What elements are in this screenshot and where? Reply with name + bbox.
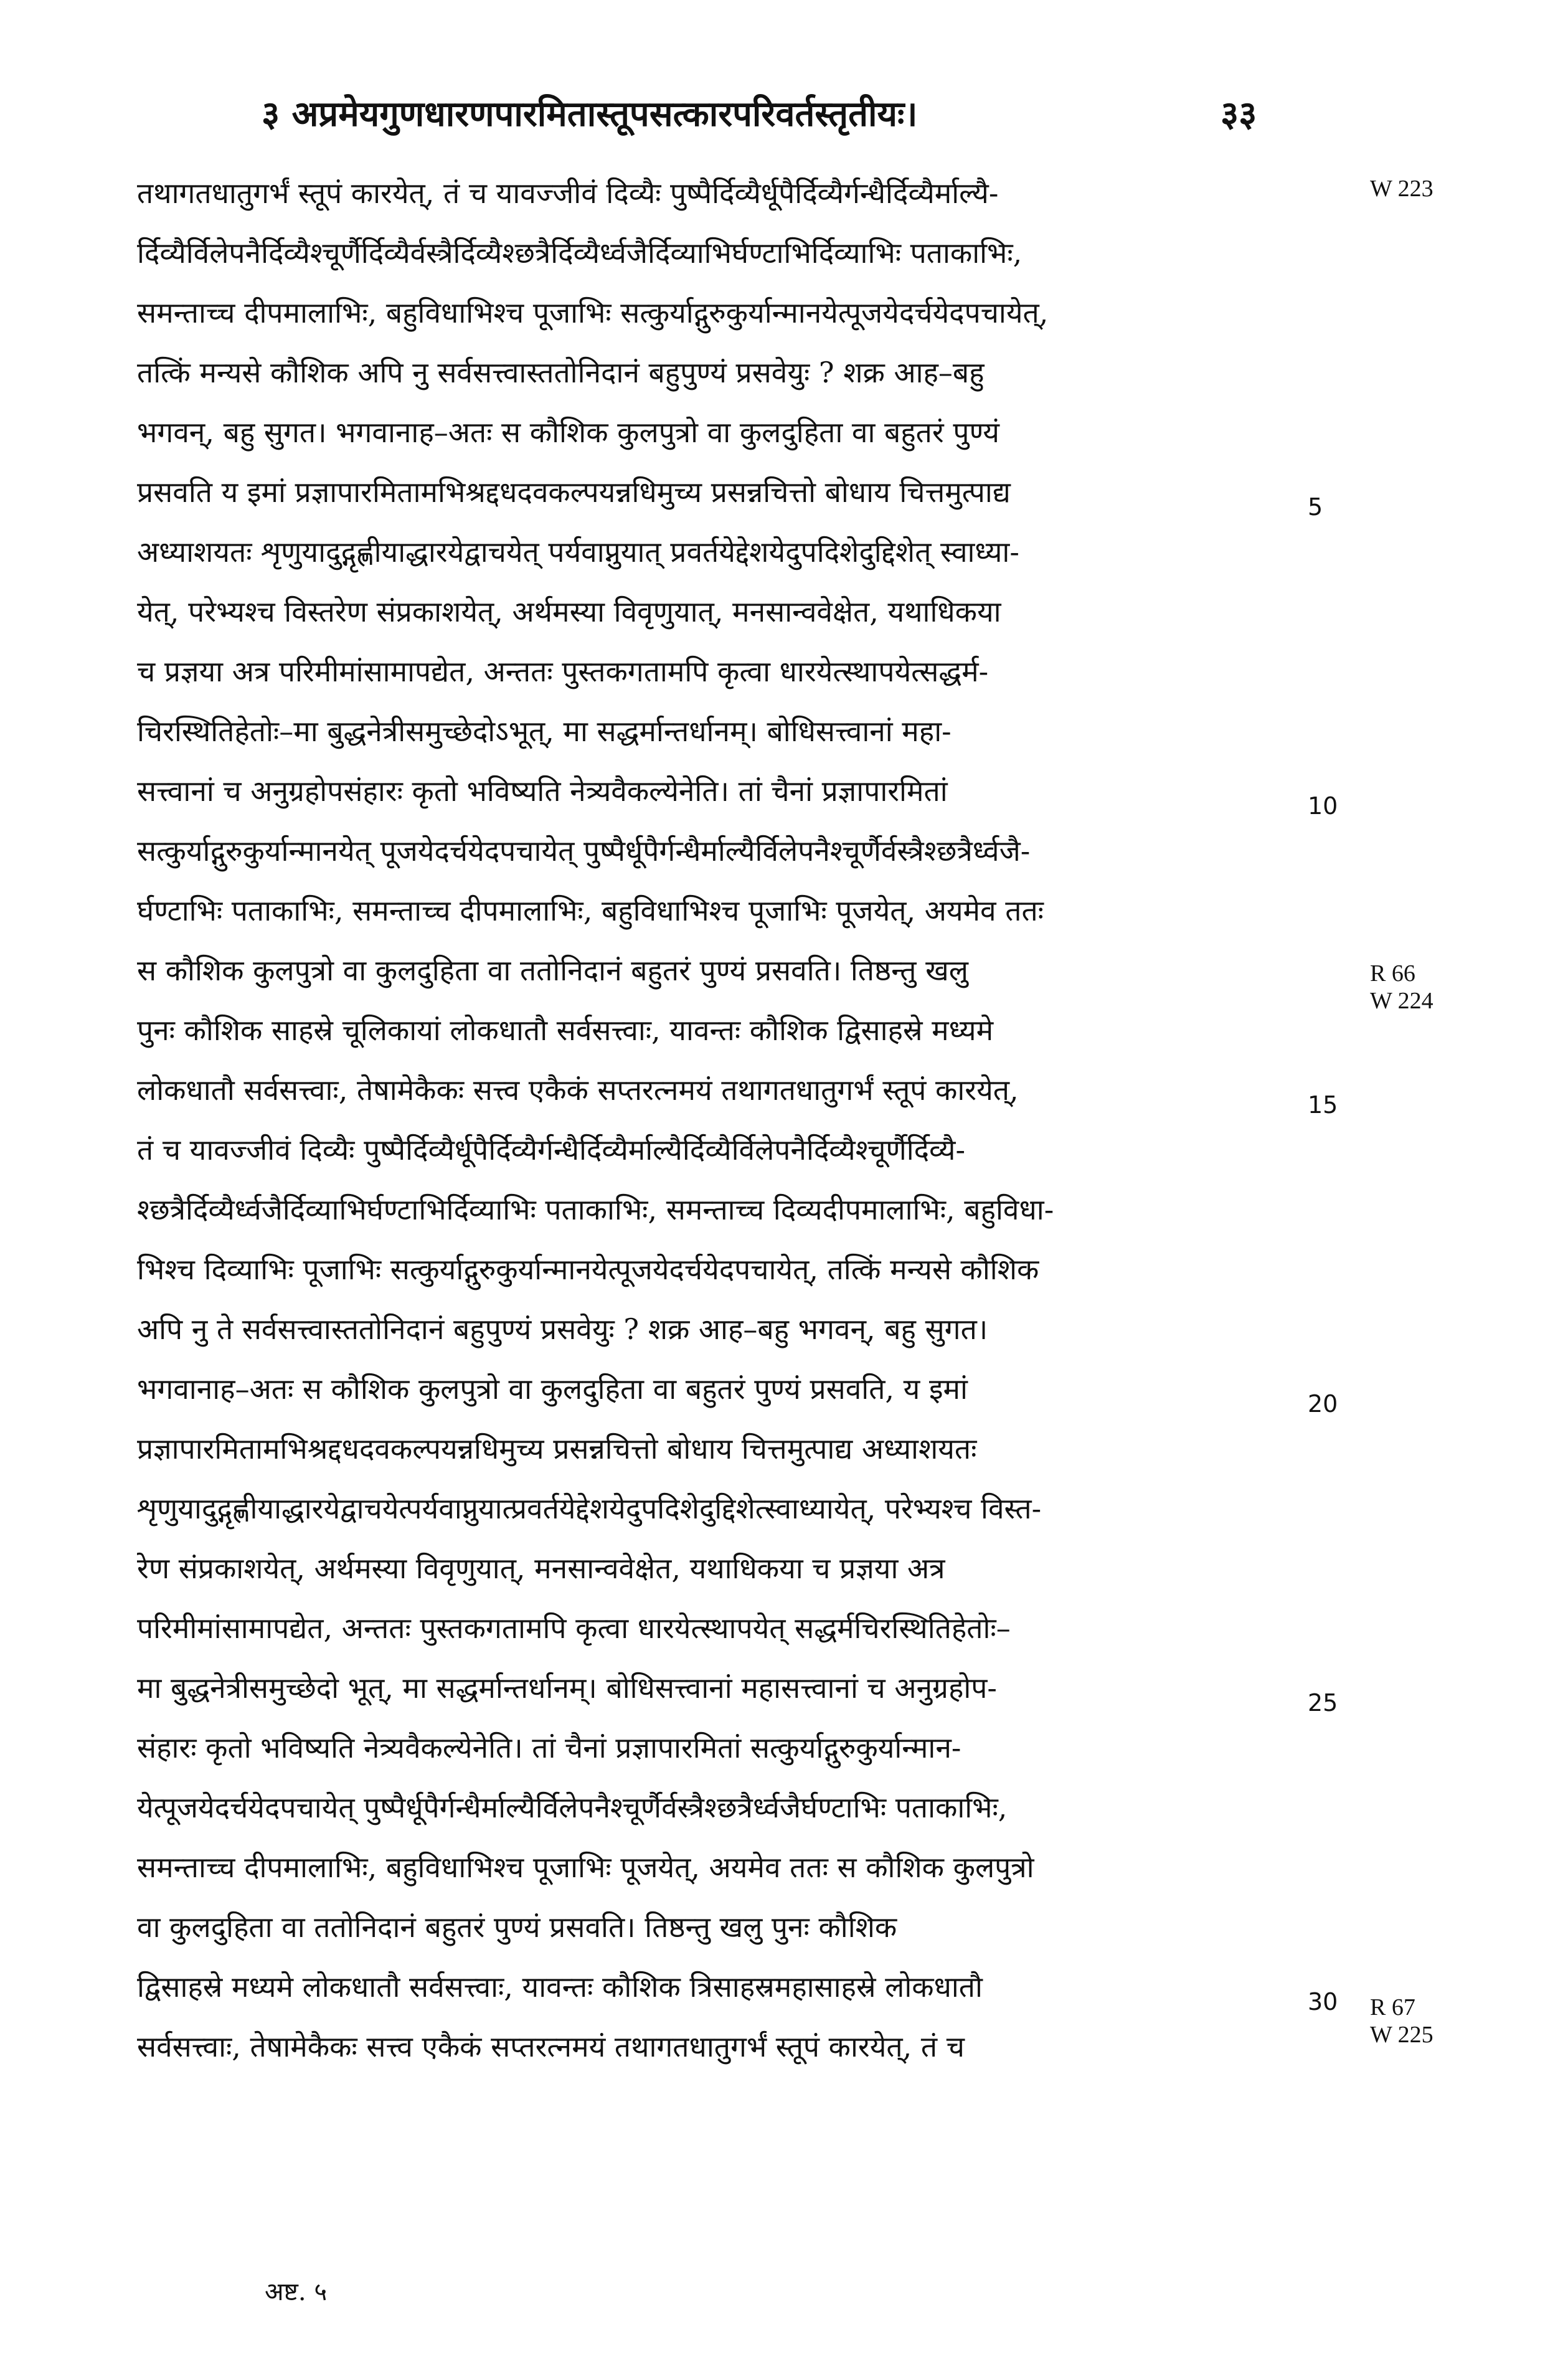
line-number: 25 [1308, 1689, 1338, 1717]
text-line: स कौशिक कुलपुत्रो वा कुलदुहिता वा ततोनिदानं बहुतरं पुण्यं प्रसवति। तिष्ठन्तु खलु [137, 954, 968, 987]
text-line: मा बुद्धनेत्रीसमुच्छेदो भूत्, मा सद्धर्मान्तर्धानम्। बोधिसत्त्वानां महासत्त्वानां च अनुग्रहोप- [137, 1671, 997, 1705]
text-line: वा कुलदुहिता वा ततोनिदानं बहुतरं पुण्यं प्रसवति। तिष्ठन्तु खलु पुनः कौशिक [137, 1910, 897, 1944]
text-line: परिमीमांसामापद्येत, अन्ततः पुस्तकगतामपि कृत्वा धारयेत्स्थापयेत् सद्धर्मचिरस्थितिहेतोः– [137, 1611, 1011, 1645]
text-line: शृणुयादुद्गृह्णीयाद्धारयेद्वाचयेत्पर्यवाप्नुयात्प्रवर्तयेद्देशयेदुपदिशेदुद्दिशेत्स्वाध्यायेत्, परेभ्यश्च विस्त- [137, 1492, 1042, 1525]
text-line: द्विसाहस्रे मध्यमे लोकधातौ सर्वसत्त्वाः, यावन्तः कौशिक त्रिसाहस्रमहासाहस्रे लोकधातौ [137, 1970, 983, 2004]
signature-mark: अष्ट. ५ [265, 2278, 328, 2306]
text-line: अध्याशयतः शृणुयादुद्गृह्णीयाद्धारयेद्वाचयेत् पर्यवाप्नुयात् प्रवर्तयेद्देशयेदुपदिशेदुद्दिशेत् स्वाध्या- [137, 535, 1019, 569]
text-line: भिश्च दिव्याभिः पूजाभिः सत्कुर्याद्गुरुकुर्यान्मानयेत्पूजयेदर्चयेदपचायेत्, तत्किं मन्यसे कौशिक [137, 1253, 1039, 1286]
margin-ref-w225: W 225 [1370, 2022, 1433, 2048]
text-line: तत्किं मन्यसे कौशिक अपि नु सर्वसत्त्वास्ततोनिदानं बहुपुण्यं प्रसवेयुः ? शक्र आह–बहु [137, 356, 985, 389]
text-line: येत्, परेभ्यश्च विस्तरेण संप्रकाशयेत्, अर्थमस्या विवृणुयात्, मनसान्ववेक्षेत, यथाधिकया [137, 595, 1001, 628]
text-line: च प्रज्ञया अत्र परिमीमांसामापद्येत, अन्ततः पुस्तकगतामपि कृत्वा धारयेत्स्थापयेत्सद्धर्म- [137, 655, 989, 688]
line-number: 10 [1308, 792, 1338, 820]
text-line: समन्ताच्च दीपमालाभिः, बहुविधाभिश्च पूजाभिः पूजयेत्, अयमेव ततः स कौशिक कुलपुत्रो [137, 1850, 1034, 1884]
text-line: समन्ताच्च दीपमालाभिः, बहुविधाभिश्च पूजाभिः सत्कुर्याद्गुरुकुर्यान्मानयेत्पूजयेदर्चयेदपचायेत्, [137, 296, 1049, 329]
chapter-title: ३ अप्रमेयगुणधारणपारमितास्तूपसत्कारपरिवर्तस्तृतीयः। [262, 93, 918, 135]
line-number: 15 [1308, 1091, 1338, 1119]
text-line: भगवन्, बहु सुगत। भगवानाह–अतः स कौशिक कुलपुत्रो वा कुलदुहिता वा बहुतरं पुण्यं [137, 415, 999, 449]
text-line: प्रसवति य इमां प्रज्ञापारमितामभिश्रद्दधदवकल्पयन्नधिमुच्य प्रसन्नचित्तो बोधाय चित्तमुत्पाद्य [137, 475, 1011, 509]
text-line: लोकधातौ सर्वसत्त्वाः, तेषामेकैकः सत्त्व एकैकं सप्तरत्नमयं तथागतधातुगर्भं स्तूपं कारयेत्, [137, 1073, 1019, 1107]
text-line: तथागतधातुगर्भं स्तूपं कारयेत्, तं च यावज्जीवं दिव्यैः पुष्पैर्दिव्यैर्धूपैर्दिव्यैर्गन्धैर्दिव्यैर्माल्यै- [137, 176, 999, 210]
margin-ref-w223: W 223 [1370, 176, 1433, 202]
text-line: र्दिव्यैर्विलेपनैर्दिव्यैश्चूर्णैर्दिव्यैर्वस्त्रैर्दिव्यैश्छत्रैर्दिव्यैर्ध्वजैर्दिव्याभिर्घण्टाभिर्दिव्याभिः पताकाभिः, [137, 236, 1023, 270]
margin-ref-r66: R 66 [1370, 960, 1415, 987]
running-header [262, 80, 1370, 148]
text-line: संहारः कृतो भविष्यति नेत्र्यवैकल्येनेति। तां चैनां प्रज्ञापारमितां सत्कुर्याद्गुरुकुर्यान्मान- [137, 1731, 961, 1764]
text-line: र्घण्टाभिः पताकाभिः, समन्ताच्च दीपमालाभिः, बहुविधाभिश्च पूजाभिः पूजयेत्, अयमेव ततः [137, 894, 1044, 927]
line-number: 20 [1308, 1390, 1338, 1418]
text-line: रेण संप्रकाशयेत्, अर्थमस्या विवृणुयात्, मनसान्ववेक्षेत, यथाधिकया च प्रज्ञया अत्र [137, 1551, 945, 1585]
text-line: सत्कुर्याद्गुरुकुर्यान्मानयेत् पूजयेदर्चयेदपचायेत् पुष्पैर्धूपैर्गन्धैर्माल्यैर्विलेपनैश्चूर्णैर्वस्त्रैश्छत्रैर्ध्वजै- [137, 834, 1031, 868]
line-number: 30 [1308, 1988, 1338, 2015]
text-line: चिरस्थितिहेतोः–मा बुद्धनेत्रीसमुच्छेदोऽभूत्, मा सद्धर्मान्तर्धानम्। बोधिसत्त्वानां महा- [137, 714, 952, 748]
text-line: अपि नु ते सर्वसत्त्वास्ततोनिदानं बहुपुण्यं प्रसवेयुः ? शक्र आह–बहु भगवन्, बहु सुगत। [137, 1312, 988, 1346]
text-line: श्छत्रैर्दिव्यैर्ध्वजैर्दिव्याभिर्घण्टाभिर्दिव्याभिः पताकाभिः, समन्ताच्च दिव्यदीपमालाभिः, बहुविधा- [137, 1193, 1054, 1226]
margin-ref-w224: W 224 [1370, 988, 1433, 1014]
line-number: 5 [1308, 493, 1323, 521]
text-line: तं च यावज्जीवं दिव्यैः पुष्पैर्दिव्यैर्धूपैर्दिव्यैर्गन्धैर्दिव्यैर्माल्यैर्दिव्यैर्विलेपनैर्दिव्यैश्चूर्णैर्दिव्यै- [137, 1133, 966, 1167]
margin-ref-r67: R 67 [1370, 1994, 1415, 2020]
page-number: ३३ [1221, 93, 1257, 135]
text-line: सत्त्वानां च अनुग्रहोपसंहारः कृतो भविष्यति नेत्र्यवैकल्येनेति। तां चैनां प्रज्ञापारमितां [137, 774, 948, 808]
text-line: येत्पूजयेदर्चयेदपचायेत् पुष्पैर्धूपैर्गन्धैर्माल्यैर्विलेपनैश्चूर्णैर्वस्त्रैश्छत्रैर्ध्वजैर्घण्टाभिः पताकाभिः, [137, 1791, 1008, 1824]
text-line: भगवानाह–अतः स कौशिक कुलपुत्रो वा कुलदुहिता वा बहुतरं पुण्यं प्रसवति, य इमां [137, 1372, 968, 1406]
text-line: पुनः कौशिक साहस्रे चूलिकायां लोकधातौ सर्वसत्त्वाः, यावन्तः कौशिक द्विसाहस्रे मध्यमे [137, 1013, 994, 1047]
text-line: सर्वसत्त्वाः, तेषामेकैकः सत्त्व एकैकं सप्तरत्नमयं तथागतधातुगर्भं स्तूपं कारयेत्, तं च [137, 2030, 965, 2063]
text-line: प्रज्ञापारमितामभिश्रद्दधदवकल्पयन्नधिमुच्य प्रसन्नचित्तो बोधाय चित्तमुत्पाद्य अध्याशयतः [137, 1432, 977, 1466]
